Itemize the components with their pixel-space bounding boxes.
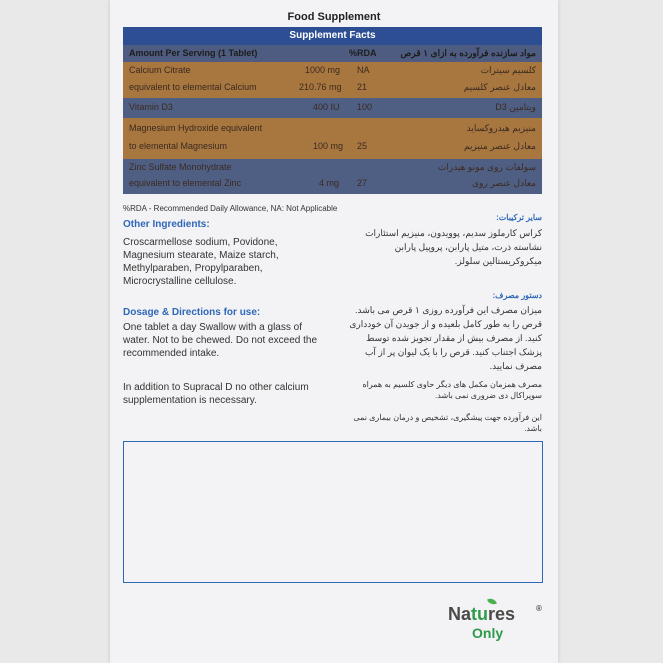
- natures-only-logo: [448, 604, 548, 652]
- nutrient-subrda: 27: [357, 178, 368, 188]
- package-panel: [110, 0, 558, 663]
- nutrient-subrda: 21: [357, 82, 368, 92]
- table-row-vitamin-d3: [123, 98, 542, 118]
- nutrient-subname: to elemental Magnesium: [129, 141, 228, 151]
- rda-footnote: %RDA - Recommended Daily Allowance, NA: Not Applicable: [123, 204, 338, 213]
- nutrient-name: Calcium Citrate: [129, 65, 191, 75]
- registered-mark: ®: [536, 604, 542, 613]
- dosage-text-fa: میزان مصرف این فرآورده روزی ۱ قرص می باشد. قرص را به طور کامل بلعیده و از جویدن آن خودداری کنید. از مصرف بیش از مقدار تجویز شده توسط پزشک اجتناب کنید. قرص را با یک لیوان پر از آب مصرف نمایید.: [349, 305, 542, 371]
- warning-fa: این فرآورده جهت پیشگیری، تشخیص و درمان بیماری نمی باشد.: [353, 413, 542, 433]
- nutrient-name-fa: منیزیم هیدروکساید: [466, 123, 536, 133]
- dosage-title-fa: دستور مصرف:: [492, 291, 542, 300]
- nutrient-name-fa: سولفات روی مونو هیدرات: [437, 162, 536, 172]
- nutrient-name: Vitamin D3: [129, 102, 173, 112]
- nutrient-subrda: 25: [357, 141, 368, 151]
- nutrient-subamount: 100 mg: [313, 141, 344, 151]
- nutrient-subname-fa: معادل عنصر کلسیم: [463, 82, 536, 92]
- logo-wordmark: Natures: [448, 604, 516, 624]
- ingredients-text-fa: کراس کارملوز سدیم، پوویدون، منیزیم استئارات نشاسته ذرت، متیل پارابن، پروپیل پارابن میکروکریستالین سلولز.: [365, 228, 542, 266]
- nutrient-amount: 1000 mg: [305, 65, 341, 75]
- nutrient-name-fa: ویتامین D3: [495, 102, 536, 112]
- nutrient-subamount: 210.76 mg: [299, 82, 342, 92]
- facts-title: Supplement Facts: [123, 27, 542, 45]
- nutrient-amount: 400 IU: [313, 102, 340, 112]
- dosage-text: One tablet a day Swallow with a glass of water. Not to be chewed. Do not exceed the recommended intake.: [123, 322, 318, 359]
- supplement-facts-table: [123, 27, 542, 194]
- nutrient-rda: NA: [357, 65, 370, 75]
- nutrient-name: Zinc Sulfate Monohydrate: [129, 162, 232, 172]
- facts-column-header: [123, 45, 542, 62]
- table-row-calcium: [123, 62, 542, 98]
- dosage-title: Dosage & Directions for use:: [123, 307, 261, 318]
- page-title: Food Supplement: [287, 11, 381, 23]
- ingredients-text: Croscarmellose sodium, Povidone, Magnesium stearate, Maize starch, Methylparaben, Propylparaben, Microcrystalline cellulose.: [123, 237, 279, 287]
- nutrient-subname-fa: معادل عنصر روی: [471, 178, 536, 188]
- table-row-magnesium: [123, 118, 542, 159]
- calcium-note-fa: مصرف همزمان مکمل های دیگر حاوی کلسیم به همراه سوپراکال دی ضروری نمی باشد.: [362, 380, 542, 400]
- nutrient-name-fa: کلسیم سیترات: [480, 65, 536, 75]
- ingredients-title: Other Ingredients:: [123, 219, 210, 230]
- nutrient-subname: equivalent to elemental Calcium: [129, 82, 257, 92]
- logo-subword: Only: [472, 625, 504, 641]
- col-rda-label: %RDA: [349, 48, 377, 58]
- calcium-note-text: In addition to Supracal D no other calcium supplementation is necessary.: [123, 382, 309, 406]
- nutrient-subamount: 4 mg: [319, 178, 340, 188]
- nutrient-subname: equivalent to elemental Zinc: [129, 178, 242, 188]
- col-amount-label: Amount Per Serving (1 Tablet): [129, 48, 258, 58]
- nutrient-rda: 100: [357, 102, 373, 112]
- table-row-zinc: [123, 159, 542, 194]
- nutrient-name: Magnesium Hydroxide equivalent: [129, 123, 263, 133]
- nutrient-subname-fa: معادل عنصر منیزیم: [463, 141, 536, 151]
- col-fa-label: مواد سازنده فرآورده به ازای ۱ قرص: [400, 48, 536, 58]
- ingredients-title-fa: سایر ترکیبات:: [496, 213, 542, 222]
- blank-label-area: [123, 441, 543, 583]
